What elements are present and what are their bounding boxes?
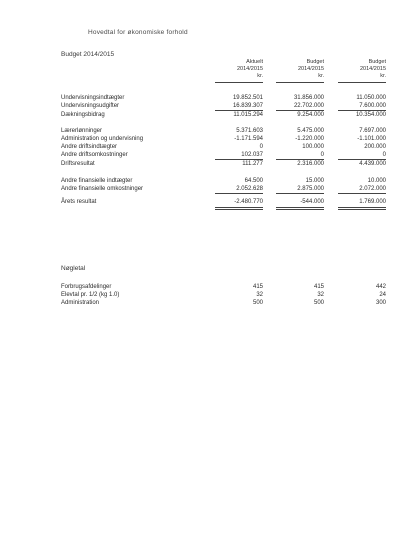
row-value: 32 xyxy=(256,292,263,298)
table-row xyxy=(61,103,391,110)
row-label: Lærerlønninger xyxy=(61,128,103,134)
row-value: -1.171.594 xyxy=(234,136,263,142)
document-title: Hovedtal for økonomiske forhold xyxy=(88,29,188,36)
row-label: Driftsresultat xyxy=(61,161,95,167)
table-row xyxy=(61,178,391,185)
header-underline-3 xyxy=(338,82,386,83)
column-header-2-line2: 2014/2015 xyxy=(298,66,324,72)
row-value: 5.371.603 xyxy=(236,128,263,134)
document-subtitle: Budget 2014/2015 xyxy=(61,51,115,58)
column-header-1 xyxy=(211,59,263,80)
subtotal-line-3 xyxy=(338,110,386,111)
row-value: 2.875.000 xyxy=(297,186,324,192)
row-value: 0 xyxy=(320,152,324,158)
total-double-line-1 xyxy=(215,209,263,210)
row-value: 7.697.000 xyxy=(359,128,386,134)
row-value: 9.254.000 xyxy=(297,112,324,118)
row-value: 16.839.307 xyxy=(232,103,263,109)
row-label: Undervisningsudgifter xyxy=(61,103,120,109)
column-header-1-line2: 2014/2015 xyxy=(237,66,263,72)
row-label: Undervisningsindtægter xyxy=(61,95,125,101)
column-header-1-line1: Aktuelt xyxy=(246,59,263,65)
subtotal-line-1 xyxy=(215,159,263,160)
row-value: 19.852.501 xyxy=(232,95,263,101)
row-value: 1.769.000 xyxy=(359,199,386,205)
row-value: 111.277 xyxy=(242,161,263,167)
row-value: 5.475.000 xyxy=(297,128,324,134)
column-header-3-line3: kr. xyxy=(380,73,386,79)
column-header-3-line1: Budget xyxy=(368,59,386,65)
subtotal-line-1 xyxy=(215,110,263,111)
table-row xyxy=(61,112,391,119)
row-value: 11.050.000 xyxy=(356,95,386,101)
row-value: 415 xyxy=(252,284,263,290)
table-row xyxy=(61,284,391,291)
table-row xyxy=(61,136,391,143)
header-underline-1 xyxy=(215,82,263,83)
table-row xyxy=(61,161,391,168)
row-value: 2.052.628 xyxy=(236,186,263,192)
column-header-2 xyxy=(272,59,324,80)
row-label: Dækningsbidrag xyxy=(61,112,105,118)
row-value: 4.439.000 xyxy=(359,161,386,167)
table-row xyxy=(61,300,391,307)
table-row xyxy=(61,186,391,193)
row-label: Årets resultat xyxy=(61,199,97,205)
row-value: 31.856.000 xyxy=(293,95,324,101)
row-value: 500 xyxy=(252,300,263,306)
row-label: Elevtal pr. 1/2 (kg 1.0) xyxy=(61,292,120,298)
table-row xyxy=(61,128,391,135)
row-label: Administration xyxy=(61,300,100,306)
row-value: 200.000 xyxy=(364,144,386,150)
row-value: 442 xyxy=(375,284,386,290)
column-header-3 xyxy=(334,59,386,80)
subtotal-line-2 xyxy=(276,110,324,111)
row-value: 10.000 xyxy=(367,178,386,184)
total-line-2 xyxy=(276,207,324,208)
row-value: 415 xyxy=(313,284,324,290)
subtotal-line-3 xyxy=(338,159,386,160)
row-value: 11.015.294 xyxy=(233,112,263,118)
table-row xyxy=(61,144,391,151)
row-value: 102.037 xyxy=(241,152,263,158)
row-value: 0 xyxy=(382,152,386,158)
section-title: Nøgletal xyxy=(61,265,86,272)
column-header-3-line2: 2014/2015 xyxy=(360,66,386,72)
table-row xyxy=(61,95,391,102)
header-underline-2 xyxy=(276,82,324,83)
subtotal-line-2 xyxy=(276,159,324,160)
row-value: -1.220.000 xyxy=(295,136,324,142)
row-value: -544.000 xyxy=(300,199,324,205)
total-double-line-2 xyxy=(276,209,324,210)
total-line-3 xyxy=(338,207,386,208)
subtotal-line-1 xyxy=(215,193,263,194)
row-value: 0 xyxy=(259,144,263,150)
row-value: 500 xyxy=(313,300,324,306)
table-row xyxy=(61,152,391,159)
row-value: 22.702.000 xyxy=(293,103,324,109)
row-value: 64.500 xyxy=(244,178,263,184)
row-value: 100.000 xyxy=(302,144,324,150)
total-line-1 xyxy=(215,207,263,208)
row-value: 2.072.000 xyxy=(359,186,386,192)
row-value: 300 xyxy=(375,300,386,306)
row-label: Administration og undervisning xyxy=(61,136,144,142)
row-label: Andre driftsindtægter xyxy=(61,144,118,150)
table-row xyxy=(61,292,391,299)
table-row-result xyxy=(61,199,391,206)
row-label: Forbrugsafdelinger xyxy=(61,284,112,290)
row-label: Andre driftsomkostninger xyxy=(61,152,128,158)
row-value: -1.101.000 xyxy=(357,136,386,142)
row-value: 24 xyxy=(379,292,386,298)
row-label: Andre finansielle omkostninger xyxy=(61,186,144,192)
subtotal-line-2 xyxy=(276,193,324,194)
row-value: 10.354.000 xyxy=(355,112,386,118)
total-double-line-3 xyxy=(338,209,386,210)
row-value: 32 xyxy=(317,292,324,298)
column-header-1-line3: kr. xyxy=(257,73,263,79)
row-label: Andre finansielle indtægter xyxy=(61,178,133,184)
column-header-2-line1: Budget xyxy=(306,59,324,65)
row-value: -2.480.770 xyxy=(234,199,263,205)
subtotal-line-3 xyxy=(338,193,386,194)
row-value: 2.316.000 xyxy=(297,161,324,167)
row-value: 15.000 xyxy=(305,178,324,184)
column-header-2-line3: kr. xyxy=(318,73,324,79)
row-value: 7.600.000 xyxy=(359,103,386,109)
